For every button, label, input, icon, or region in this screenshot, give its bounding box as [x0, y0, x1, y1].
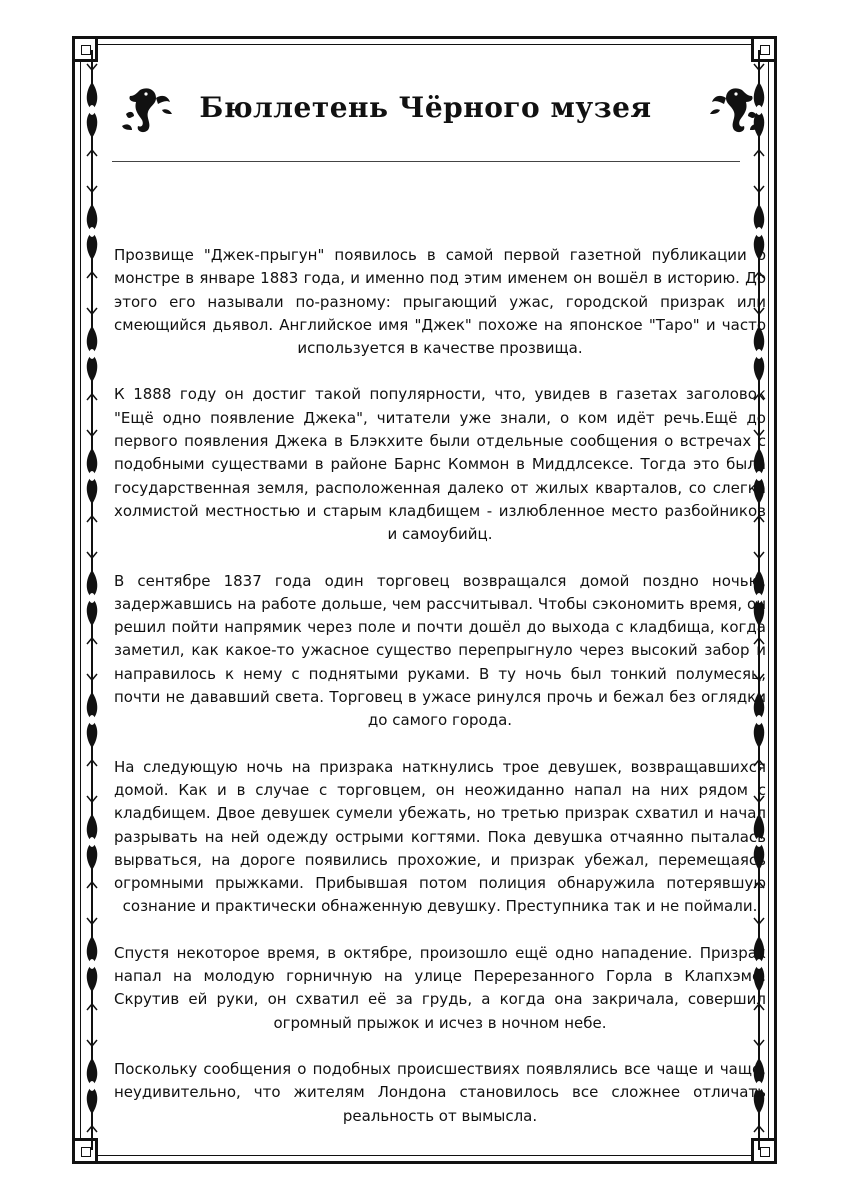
paragraph-2: К 1888 году он достиг такой популярности, что, увидев в газетах заголовок "Ещё одно появление Джека", читатели уже знали, о ком идёт речь.Ещё до первого появления Джека в Блэкхите были отдельные сообщения о встречах с подобными существами в районе Барнс Коммон в Миддлсексе. Тогда это была государственная земля, расположенная далеко от жилых кварталов, со слегка холмистой местностью и старым кладбищем - излюбленное место разбойников и самоубийц.: [114, 385, 766, 544]
paragraph-3: В сентябре 1837 года один торговец возвращался домой поздно ночью, задержавшись на работе дольше, чем рассчитывал. Чтобы сэкономить время, он решил пойти напрямик через поле и почти дошёл до выхода с кладбища, когда заметил, как какое-то ужасное существо перепрыгнуло через высокий забор и направилось к нему с поднятыми руками. В ту ночь был тонкий полумесяц, почти не дававший света. Торговец в ужасе ринулся прочь и бежал без оглядки до самого города.: [114, 571, 766, 730]
paragraph-5: Спустя некоторое время, в октябре, произошло ещё одно нападение. Призрак напал на молодую горничную на улице Перерезанного Горла в Клапхэме. Скрутив ей руки, он схватил её за грудь, а когда она закричала, совершил огромный прыжок и исчез в ночном небе.: [114, 943, 766, 1032]
header-divider: [112, 161, 740, 162]
paragraph-1: Прозвище "Джек-прыгун" появилось в самой первой газетной публикации о монстре в январе 1883 года, и именно под этим именем он вошёл в историю. До этого его называли по-разному: прыгающий ужас, городской призрак или смеющийся дьявол. Английское имя "Джек" похоже на японское "Таро" и часто используется в качестве прозвища.: [114, 246, 766, 358]
paragraph-6: Поскольку сообщения о подобных происшествиях появлялись все чаще и чаще, неудивительно, что жителям Лондона становилось все сложнее отличать реальность от вымысла.: [114, 1059, 766, 1125]
article-body: [114, 244, 766, 1151]
page-title: Бюллетень Чёрного музея: [199, 91, 652, 124]
seahorse-emblem-icon: [706, 84, 764, 136]
left-ornamental-border: [82, 50, 102, 1150]
paragraph-4: На следующую ночь на призрака наткнулись трое девушек, возвращавшихся домой. Как и в случае с торговцем, он неожиданно напал на них рядом с кладбищем. Двое девушек сумели убежать, но третью призрак схватил и начал разрывать на ней одежду острыми когтями. Пока девушка отчаянно пыталась вырваться, на дороге появились прохожие, и призрак убежал, перемещаясь огромными прыжками. Прибывшая потом полиция обнаружила потерявшую сознание и практически обнаженную девушку. Преступника так и не поймали.: [114, 757, 766, 916]
